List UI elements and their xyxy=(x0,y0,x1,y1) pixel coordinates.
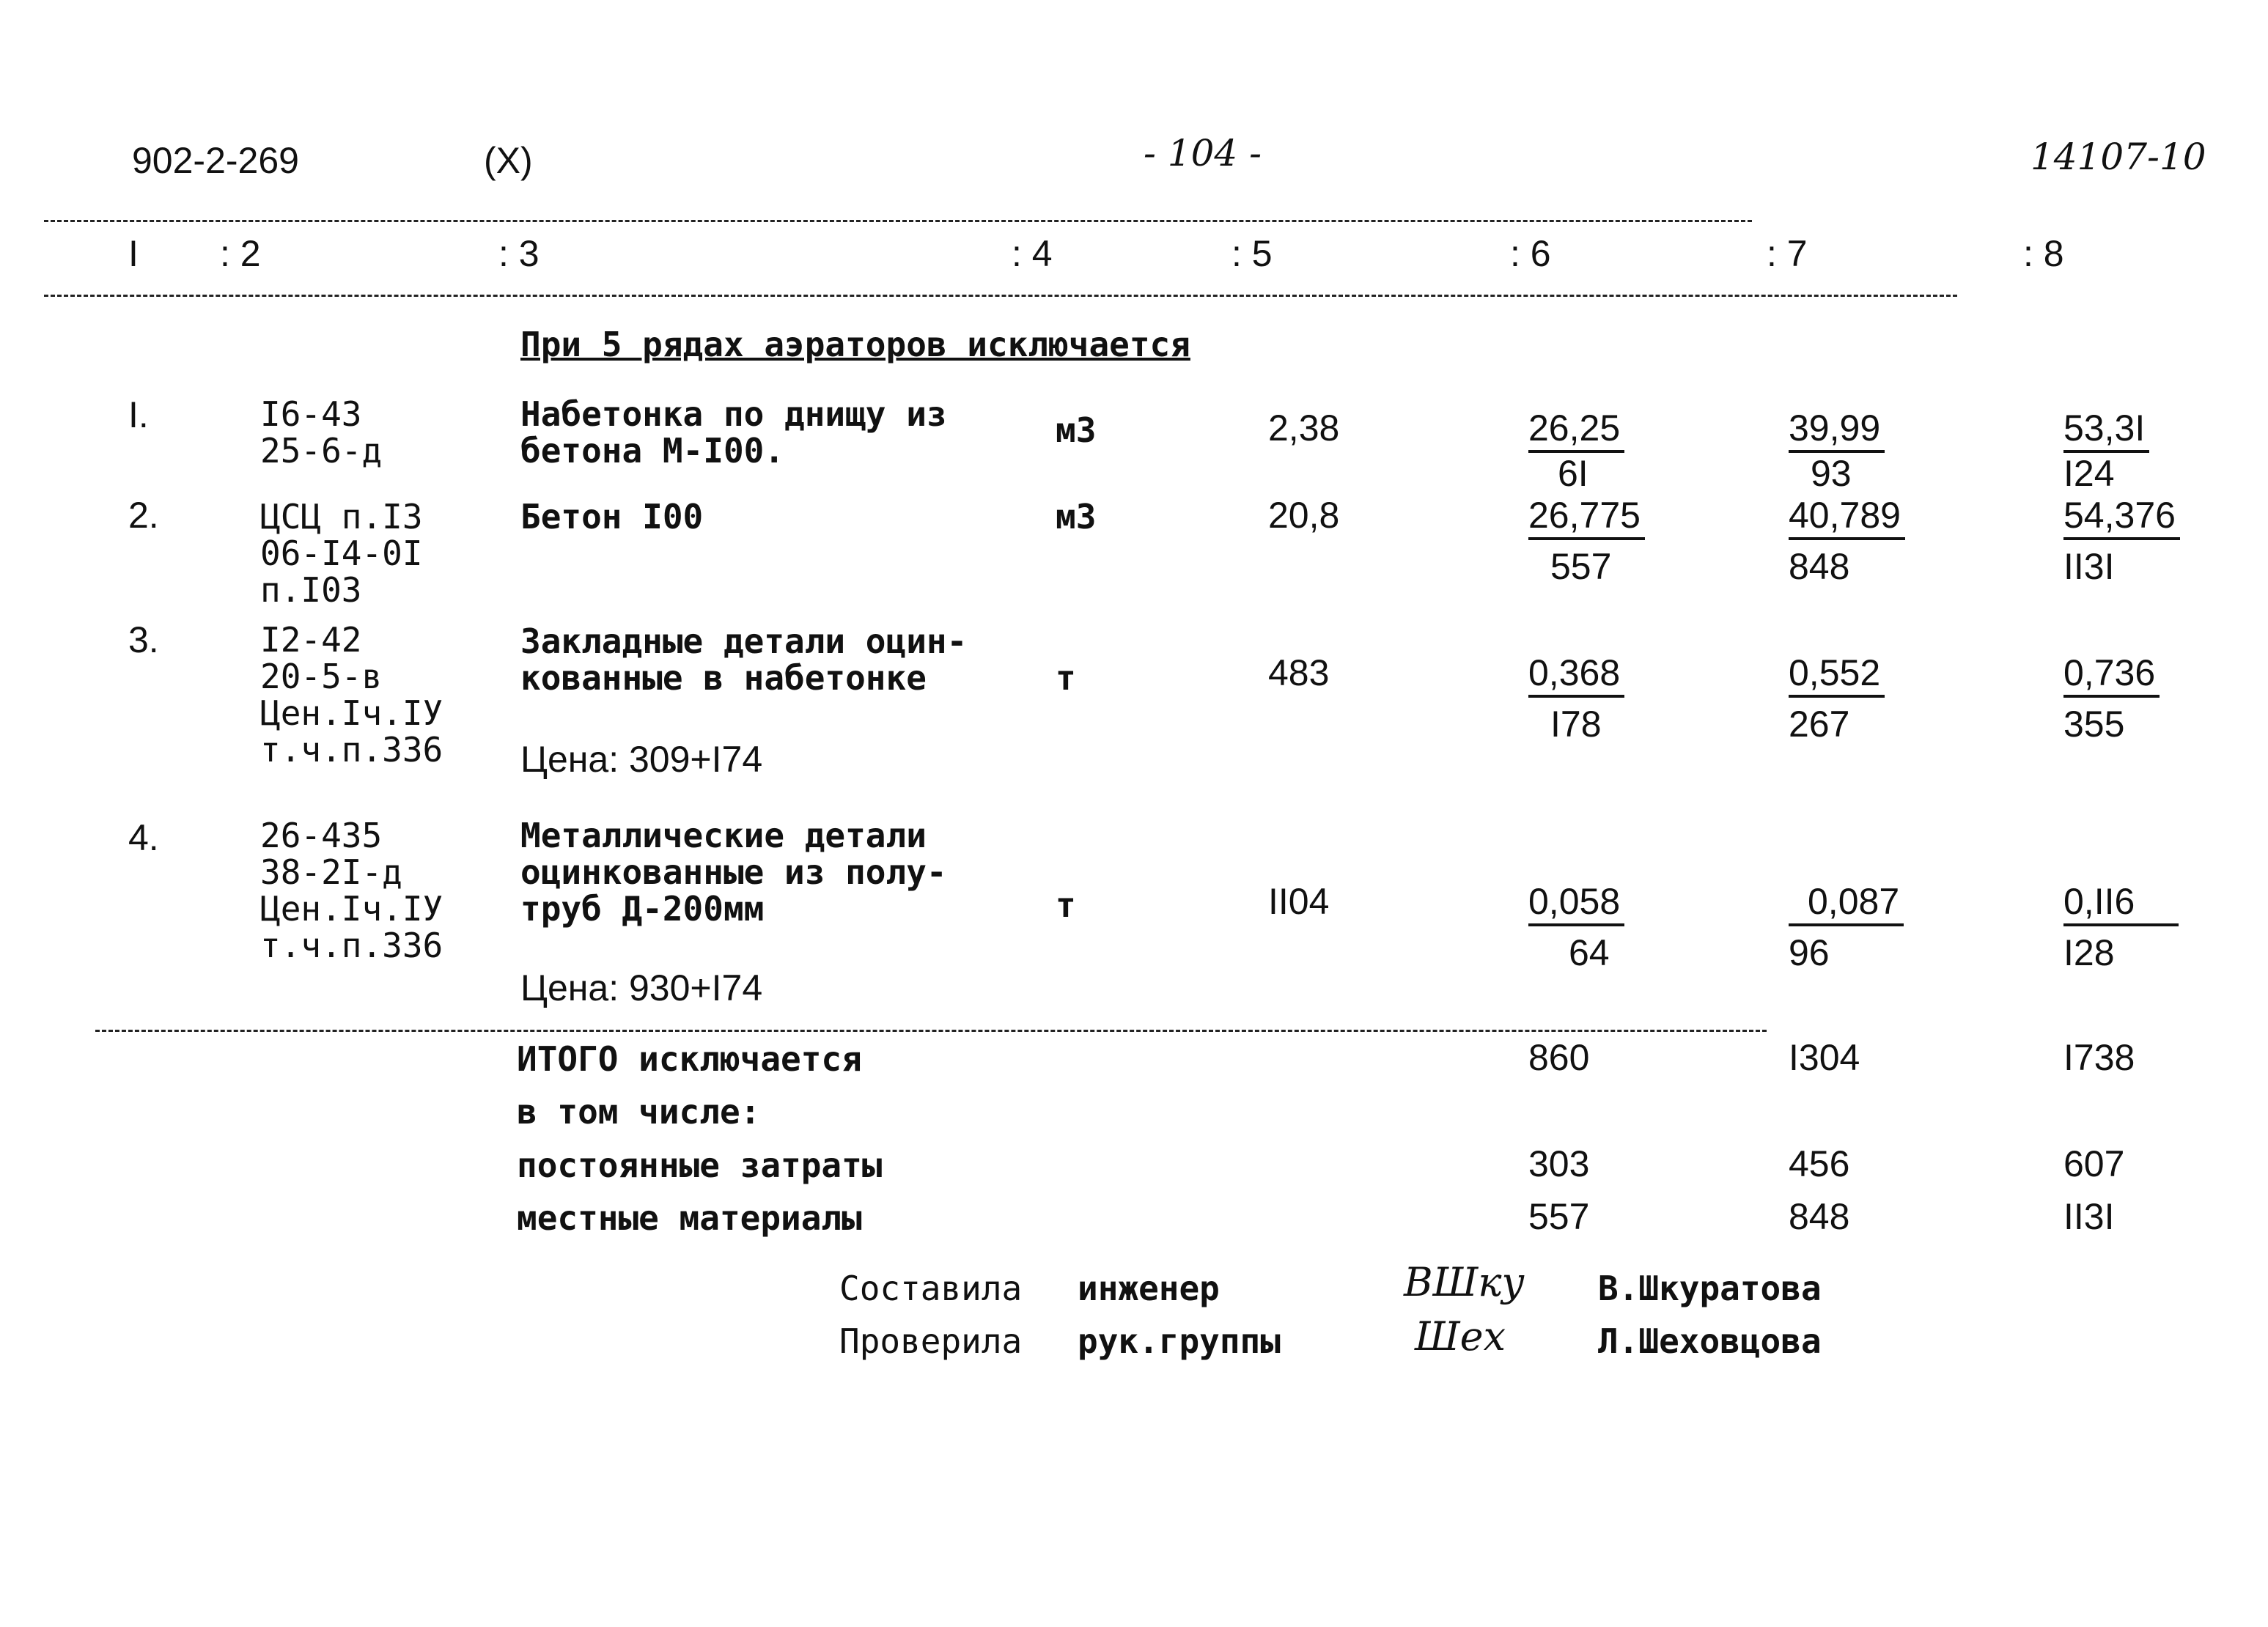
column-header-7: : 7 xyxy=(1767,233,1808,274)
signature-position: рук.группы xyxy=(1078,1321,1281,1361)
row-description: Металлические детали оцинкованные из полу- труб Д-200мм xyxy=(520,816,947,929)
signature-role: Составила xyxy=(839,1269,1023,1308)
signature-handwritten: ВШку xyxy=(1404,1259,1525,1305)
doc-mark: (X) xyxy=(484,140,533,181)
row-codes: I6-43 25-6-д xyxy=(260,394,383,471)
row-cost-6: $\frac{0,368}{I78}$ xyxy=(1528,652,1624,745)
section-title: При 5 рядах аэраторов исключается xyxy=(520,325,1190,364)
row-quantity: 483 xyxy=(1268,652,1330,693)
totals-cost-8: II3I xyxy=(2063,1196,2115,1237)
column-header-1: I xyxy=(128,233,139,274)
totals-cost-6: 303 xyxy=(1528,1143,1590,1184)
row-cost-6: $\frac{26,25}{6I}$ xyxy=(1528,407,1624,494)
row-codes: 26-435 38-2I-д Цен.Iч.IУ т.ч.п.336 xyxy=(260,816,443,965)
row-number: 4. xyxy=(128,817,159,858)
header-rule-top xyxy=(44,220,1752,222)
row-codes: I2-42 20-5-в Цен.Iч.IУ т.ч.п.336 xyxy=(260,620,443,770)
row-cost-7: $\frac{40,789}{848}$ xyxy=(1789,495,1905,587)
row-price: Цена: 309+I74 xyxy=(520,739,763,780)
totals-label: ИТОГО исключается xyxy=(517,1039,862,1079)
row-unit: т xyxy=(1056,885,1076,925)
totals-cost-8: 607 xyxy=(2063,1143,2125,1184)
row-quantity: 20,8 xyxy=(1268,495,1340,536)
totals-cost-7: I304 xyxy=(1789,1037,1860,1078)
row-quantity: II04 xyxy=(1268,881,1330,922)
doc-code: 902-2-269 xyxy=(132,140,299,181)
signature-name: В.Шкуратова xyxy=(1598,1269,1822,1308)
row-cost-8: $\frac{0,II6}{I28}$ xyxy=(2063,881,2179,973)
column-header-4: : 4 xyxy=(1012,233,1053,274)
row-cost-7: $\frac{39,99}{93}$ xyxy=(1789,407,1885,494)
totals-cost-7: 848 xyxy=(1789,1196,1850,1237)
row-price: Цена: 930+I74 xyxy=(520,967,763,1008)
row-unit: м3 xyxy=(1056,410,1097,450)
row-number: 3. xyxy=(128,619,159,660)
totals-cost-6: 557 xyxy=(1528,1196,1590,1237)
totals-rule xyxy=(95,1030,1767,1032)
row-number: 2. xyxy=(128,495,159,536)
totals-label: местные материалы xyxy=(517,1198,862,1238)
page-number: - 104 - xyxy=(1144,132,1262,174)
row-description: Набетонка по днищу из бетона М-I00. xyxy=(520,394,947,471)
row-cost-6: $\frac{26,775}{557}$ xyxy=(1528,495,1645,587)
signature-name: Л.Шеховцова xyxy=(1598,1321,1822,1361)
row-quantity: 2,38 xyxy=(1268,407,1340,449)
row-cost-7: $\frac{0,552}{267}$ xyxy=(1789,652,1885,745)
header-rule-bottom xyxy=(44,295,1957,297)
row-description: Бетон I00 xyxy=(520,497,704,536)
totals-label: постоянные затраты xyxy=(517,1145,883,1185)
column-header-5: : 5 xyxy=(1231,233,1273,274)
totals-cost-7: 456 xyxy=(1789,1143,1850,1184)
row-cost-6: $\frac{0,058}{64}$ xyxy=(1528,881,1624,973)
row-cost-7: $\frac{0,087}{96}$ xyxy=(1789,881,1904,973)
row-cost-8: $\frac{53,3I}{I24}$ xyxy=(2063,407,2149,494)
column-header-8: : 8 xyxy=(2023,233,2064,274)
signature-handwritten: Шех xyxy=(1415,1313,1506,1359)
signature-role: Проверила xyxy=(839,1321,1023,1361)
row-cost-8: $\frac{0,736}{355}$ xyxy=(2063,652,2160,745)
totals-label: в том числе: xyxy=(517,1092,761,1132)
row-cost-8: $\frac{54,376}{II3I}$ xyxy=(2063,495,2180,587)
row-unit: т xyxy=(1056,658,1076,698)
row-description: Закладные детали оцин- кованные в набетонке xyxy=(520,621,968,698)
row-number: I. xyxy=(128,394,149,435)
archive-code: 14107-10 xyxy=(2030,136,2206,178)
column-header-6: : 6 xyxy=(1510,233,1551,274)
row-codes: ЦСЦ п.I3 06-I4-0I п.I03 xyxy=(260,497,423,610)
signature-position: инженер xyxy=(1078,1269,1220,1308)
row-unit: м3 xyxy=(1056,497,1097,536)
column-header-2: : 2 xyxy=(220,233,261,274)
totals-cost-6: 860 xyxy=(1528,1037,1590,1078)
totals-cost-8: I738 xyxy=(2063,1037,2135,1078)
column-header-3: : 3 xyxy=(498,233,540,274)
